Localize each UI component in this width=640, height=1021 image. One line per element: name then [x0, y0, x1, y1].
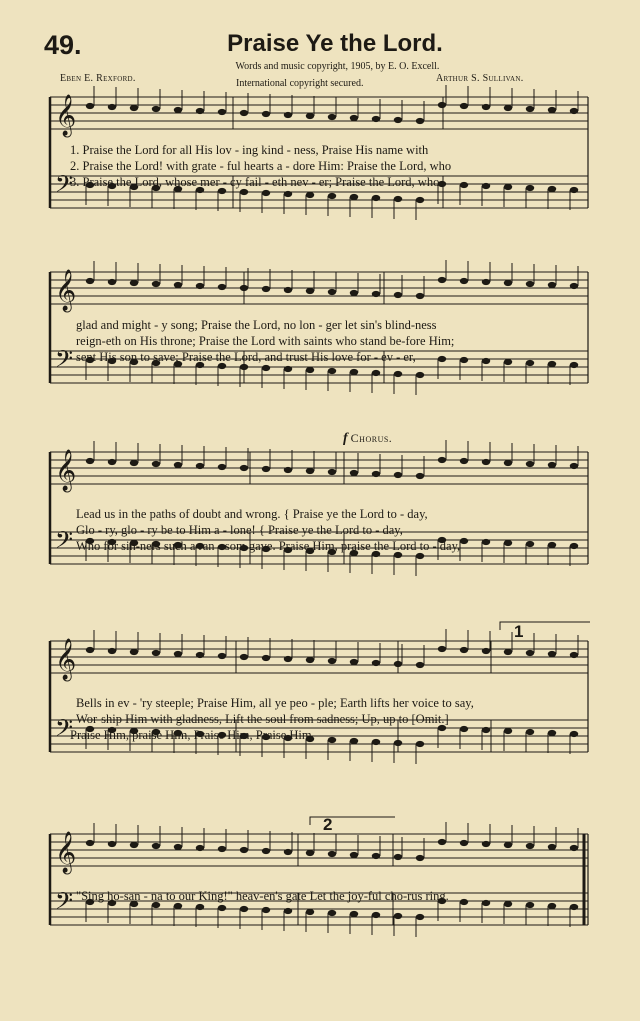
note-head — [570, 731, 578, 737]
note-head — [372, 471, 380, 477]
note-head — [460, 357, 468, 363]
note-head — [460, 840, 468, 846]
lyric-line: 2. Praise the Lord! with grate - ful hearts a - dore Him: Praise the Lord, who — [70, 159, 452, 173]
bass-clef-icon: 𝄢 — [55, 345, 74, 378]
note-head — [108, 648, 116, 654]
note-head — [548, 542, 556, 548]
note-head — [306, 113, 314, 119]
note-head — [570, 652, 578, 658]
note-head — [108, 459, 116, 465]
note-head — [174, 462, 182, 468]
dynamic-forte: f — [343, 431, 348, 446]
treble-clef-icon: 𝄞 — [55, 832, 77, 873]
note-head — [306, 367, 314, 373]
treble-clef-icon: 𝄞 — [55, 270, 77, 311]
note-head — [284, 467, 292, 473]
note-head — [262, 907, 270, 913]
note-head — [350, 369, 358, 375]
hymn-title: Praise Ye the Lord. — [227, 30, 443, 57]
note-head — [460, 278, 468, 284]
note-head — [482, 841, 490, 847]
note-head — [504, 540, 512, 546]
note-head — [240, 847, 248, 853]
note-head — [416, 473, 424, 479]
note-head — [394, 854, 402, 860]
note-head — [526, 360, 534, 366]
note-head — [328, 910, 336, 916]
note-head — [350, 290, 358, 296]
note-head — [482, 459, 490, 465]
note-head — [218, 464, 226, 470]
international-copyright: International copyright secured. — [236, 78, 364, 89]
note-head — [350, 194, 358, 200]
composer-credit: Arthur S. Sullivan. — [436, 73, 524, 84]
note-head — [416, 914, 424, 920]
hymn-number: 49. — [44, 30, 82, 60]
note-head — [130, 842, 138, 848]
note-head — [196, 845, 204, 851]
note-head — [526, 902, 534, 908]
note-head — [108, 104, 116, 110]
note-head — [460, 182, 468, 188]
note-head — [394, 371, 402, 377]
note-head — [504, 649, 512, 655]
note-head — [372, 739, 380, 745]
note-head — [284, 287, 292, 293]
note-head — [130, 280, 138, 286]
note-head — [504, 460, 512, 466]
note-head — [548, 361, 556, 367]
note-head — [284, 112, 292, 118]
note-head — [416, 372, 424, 378]
note-head — [416, 197, 424, 203]
note-head — [86, 278, 94, 284]
bass-clef-icon: 𝄢 — [55, 170, 74, 203]
note-head — [548, 903, 556, 909]
note-head — [86, 458, 94, 464]
note-head — [526, 843, 534, 849]
note-head — [438, 102, 446, 108]
note-head — [372, 195, 380, 201]
note-head — [240, 654, 248, 660]
note-head — [350, 738, 358, 744]
note-head — [394, 117, 402, 123]
note-head — [548, 462, 556, 468]
note-head — [504, 901, 512, 907]
note-head — [482, 279, 490, 285]
note-head — [240, 906, 248, 912]
second-ending-number: 2 — [323, 815, 333, 834]
note-head — [438, 457, 446, 463]
note-head — [306, 850, 314, 856]
first-ending-number: 1 — [514, 622, 524, 641]
note-head — [482, 900, 490, 906]
lyric-line: sent His son to save; Praise the Lord, and trust His love for - ev - er, — [76, 350, 416, 364]
note-head — [372, 370, 380, 376]
note-head — [284, 191, 292, 197]
note-head — [350, 852, 358, 858]
note-head — [416, 741, 424, 747]
copyright-notice: Words and music copyright, 1905, by E. O. Excell. — [235, 61, 440, 72]
lyric-line: Glo - ry, glo - ry be to Him a - lone! { Praise ye the Lord to - day, — [76, 523, 403, 537]
note-head — [284, 366, 292, 372]
note-head — [372, 912, 380, 918]
note-head — [372, 660, 380, 666]
note-head — [394, 661, 402, 667]
note-head — [174, 651, 182, 657]
note-head — [482, 358, 490, 364]
note-head — [328, 658, 336, 664]
note-head — [240, 285, 248, 291]
note-head — [438, 277, 446, 283]
note-head — [416, 662, 424, 668]
note-head — [460, 103, 468, 109]
note-head — [130, 105, 138, 111]
note-head — [460, 899, 468, 905]
bass-clef-icon: 𝄢 — [55, 714, 74, 747]
note-head — [504, 184, 512, 190]
note-head — [350, 115, 358, 121]
note-head — [570, 187, 578, 193]
note-head — [570, 283, 578, 289]
lyric-line: reign-eth on His throne; Praise the Lord with saints who stand be-fore Him; — [76, 334, 455, 348]
note-head — [570, 108, 578, 114]
note-head — [328, 851, 336, 857]
lyric-line: 3. Praise the Lord, whose mer - cy fail - eth nev - er; Praise the Lord, who — [70, 175, 440, 189]
note-head — [438, 356, 446, 362]
lyric-line: Praise Him, praise Him, Praise Him, Praise Him, — [70, 728, 315, 742]
note-head — [372, 853, 380, 859]
note-head — [86, 840, 94, 846]
note-head — [86, 103, 94, 109]
note-head — [218, 846, 226, 852]
note-head — [482, 104, 490, 110]
note-head — [284, 849, 292, 855]
note-head — [548, 651, 556, 657]
note-head — [218, 653, 226, 659]
note-head — [328, 289, 336, 295]
treble-clef-icon: 𝄞 — [55, 639, 77, 680]
note-head — [218, 905, 226, 911]
note-head — [262, 848, 270, 854]
note-head — [306, 909, 314, 915]
note-head — [196, 463, 204, 469]
note-head — [262, 365, 270, 371]
note-head — [460, 458, 468, 464]
lyric-line: "Sing ho-san - na to our King!" heav-en's gate Let the joy-ful cho-rus ring. — [76, 889, 449, 903]
note-head — [218, 284, 226, 290]
note-head — [526, 729, 534, 735]
note-head — [328, 193, 336, 199]
note-head — [416, 855, 424, 861]
note-head — [394, 740, 402, 746]
note-head — [174, 844, 182, 850]
note-head — [262, 111, 270, 117]
note-head — [174, 282, 182, 288]
note-head — [548, 282, 556, 288]
treble-clef-icon: 𝄞 — [55, 95, 77, 136]
note-head — [350, 470, 358, 476]
note-head — [328, 368, 336, 374]
note-head — [482, 727, 490, 733]
note-head — [218, 109, 226, 115]
note-head — [526, 281, 534, 287]
note-head — [526, 106, 534, 112]
bass-clef-icon: 𝄢 — [55, 887, 74, 920]
lyricist-credit: Eben E. Rexford. — [60, 73, 136, 84]
note-head — [482, 648, 490, 654]
note-head — [460, 538, 468, 544]
note-head — [306, 288, 314, 294]
note-head — [284, 656, 292, 662]
note-head — [262, 466, 270, 472]
note-head — [460, 647, 468, 653]
note-head — [482, 183, 490, 189]
lyric-line: Who for sin-ners such a ran - som gave. Praise Him, praise the Lord to - day, — [76, 539, 461, 553]
bass-clef-icon: 𝄢 — [55, 526, 74, 559]
note-head — [262, 190, 270, 196]
note-head — [306, 468, 314, 474]
note-head — [438, 646, 446, 652]
chorus-label — [343, 431, 392, 447]
note-head — [196, 904, 204, 910]
note-head — [284, 908, 292, 914]
note-head — [482, 539, 490, 545]
note-head — [240, 465, 248, 471]
note-head — [504, 105, 512, 111]
note-head — [394, 472, 402, 478]
note-head — [262, 655, 270, 661]
note-head — [152, 106, 160, 112]
note-head — [196, 652, 204, 658]
note-head — [570, 463, 578, 469]
note-head — [504, 359, 512, 365]
note-head — [196, 108, 204, 114]
note-head — [526, 461, 534, 467]
note-head — [130, 460, 138, 466]
lyric-line: Bells in ev - 'ry steeple; Praise Him, all ye peo - ple; Earth lifts her voice to say, — [76, 696, 474, 710]
note-head — [130, 649, 138, 655]
note-head — [152, 461, 160, 467]
note-head — [86, 647, 94, 653]
note-head — [570, 845, 578, 851]
note-head — [108, 841, 116, 847]
note-head — [350, 911, 358, 917]
note-head — [262, 286, 270, 292]
note-head — [416, 293, 424, 299]
note-head — [570, 362, 578, 368]
note-head — [372, 116, 380, 122]
note-head — [152, 650, 160, 656]
note-head — [504, 728, 512, 734]
note-head — [504, 280, 512, 286]
note-head — [548, 730, 556, 736]
note-head — [108, 279, 116, 285]
note-head — [328, 737, 336, 743]
note-head — [570, 904, 578, 910]
lyric-line: Wor-ship Him with gladness, Lift the soul from sadness; Up, up to [Omit.] — [76, 712, 449, 726]
treble-clef-icon: 𝄞 — [55, 450, 77, 491]
note-head — [548, 186, 556, 192]
note-head — [416, 118, 424, 124]
note-head — [196, 283, 204, 289]
note-head — [328, 469, 336, 475]
chorus-heading: Chorus. — [350, 431, 393, 445]
note-head — [152, 843, 160, 849]
note-head — [306, 657, 314, 663]
lyric-line: Lead us in the paths of doubt and wrong. { Praise ye the Lord to - day, — [76, 507, 428, 521]
lyric-line: 1. Praise the Lord for all His lov - ing kind - ness, Praise His name with — [70, 143, 429, 157]
lyric-line: glad and might - y song; Praise the Lord, no lon - ger let sin's blind-ness — [76, 318, 437, 332]
note-head — [240, 110, 248, 116]
note-head — [372, 291, 380, 297]
note-head — [306, 192, 314, 198]
note-head — [394, 913, 402, 919]
note-head — [438, 839, 446, 845]
note-head — [174, 107, 182, 113]
note-head — [328, 114, 336, 120]
note-head — [394, 196, 402, 202]
note-head — [394, 292, 402, 298]
note-head — [504, 842, 512, 848]
note-head — [460, 726, 468, 732]
note-head — [152, 281, 160, 287]
note-head — [548, 844, 556, 850]
note-head — [570, 543, 578, 549]
note-head — [526, 541, 534, 547]
note-head — [526, 650, 534, 656]
note-head — [350, 659, 358, 665]
note-head — [526, 185, 534, 191]
note-head — [548, 107, 556, 113]
